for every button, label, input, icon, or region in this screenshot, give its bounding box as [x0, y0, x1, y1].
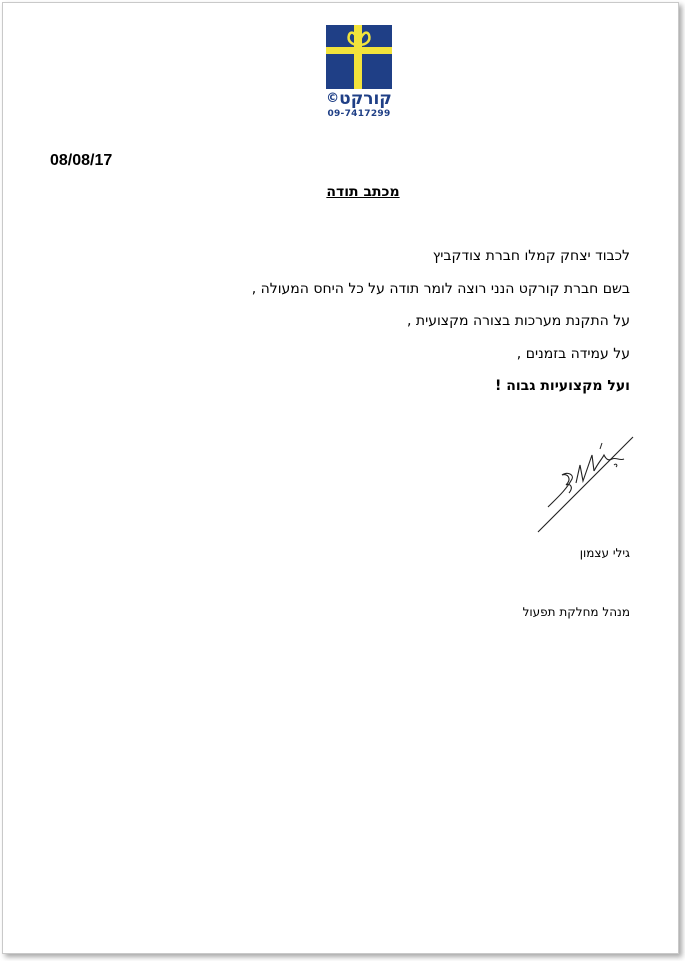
letter-body: [70, 246, 630, 409]
logo-company-name: [326, 89, 392, 109]
logo-bow-icon: [346, 29, 372, 47]
body-line-timeliness: על עמידה בזמנים ,: [516, 345, 630, 362]
body-line-professionalism: ועל מקצועיות גבוה !: [494, 378, 630, 394]
signer-name: גילי עצמון: [579, 546, 630, 560]
body-line-installation: על התקנת מערכות בצורה מקצועית ,: [406, 313, 630, 329]
letter-page: [2, 2, 679, 954]
logo-phone-number: 09-7417299: [327, 109, 391, 119]
letter-title: מכתב תודה: [326, 184, 400, 200]
logo-ribbon-horizontal: [326, 47, 392, 54]
logo-name-text: קורקט: [339, 89, 392, 109]
company-logo: [326, 25, 392, 125]
handwritten-signature: [536, 435, 636, 535]
copyright-icon: ©: [326, 91, 340, 106]
gift-box-logo-icon: [326, 25, 392, 89]
signer-role: מנהל מחלקת תפעול: [522, 605, 630, 619]
body-line-addressee: לכבוד יצחק קמלו חברת צודקביץ: [432, 248, 630, 264]
letter-date: 08/08/17: [50, 152, 113, 169]
body-line-thanks: בשם חברת קורקט הנני רוצה לומר תודה על כל היחס המעולה ,: [251, 280, 630, 297]
